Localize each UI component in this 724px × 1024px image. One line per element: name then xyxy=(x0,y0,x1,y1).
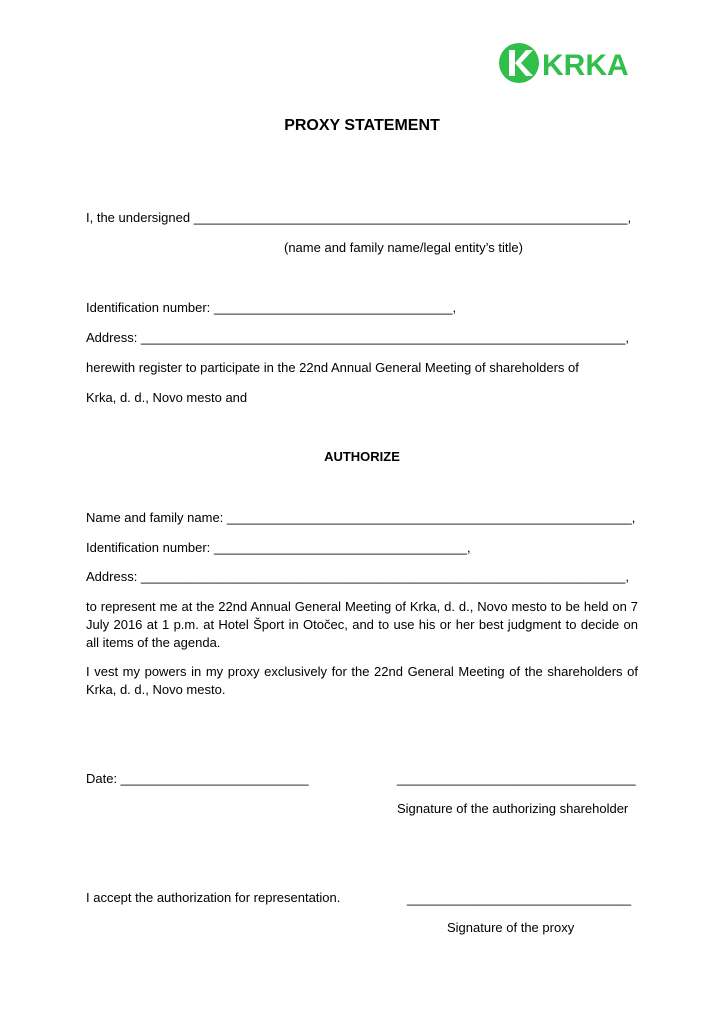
date-field: Date: __________________________ xyxy=(86,771,309,786)
proxy-address-field: Address: ___________________________________________________________________, xyxy=(86,569,629,584)
krka-logo-mark-icon xyxy=(498,42,638,84)
address-field: Address: ___________________________________________________________________, xyxy=(86,330,629,345)
identification-number-field: Identification number: _________________________________, xyxy=(86,300,457,315)
page-title: PROXY STATEMENT xyxy=(284,117,440,134)
vest-powers-paragraph: I vest my powers in my proxy exclusively for the 22nd General Meeting of the shareholders of Krka, d. d., Novo mesto. xyxy=(86,664,638,697)
proxy-identification-number-field: Identification number: ___________________________________, xyxy=(86,540,471,555)
proxy-signature-caption: Signature of the proxy xyxy=(447,920,575,935)
undersigned-field: I, the undersigned ____________________________________________________________, xyxy=(86,210,632,225)
shareholder-signature-line: _________________________________ xyxy=(397,771,636,786)
krka-logo xyxy=(498,42,638,84)
authorize-heading: AUTHORIZE xyxy=(324,449,400,464)
register-text-line-1: herewith register to participate in the 22nd Annual General Meeting of shareholders of xyxy=(86,360,579,375)
represent-paragraph: to represent me at the 22nd Annual General Meeting of Krka, d. d., Novo mesto to be held on 7 July 2016 at 1 p.m. at Hotel Šport in Otočec, and to use his or her best judgment to decide on all items of the agenda. xyxy=(86,599,638,650)
shareholder-signature-caption: Signature of the authorizing shareholder xyxy=(397,801,629,816)
proxy-name-field: Name and family name: ________________________________________________________, xyxy=(86,510,636,525)
proxy-signature-line: _______________________________ xyxy=(407,891,632,906)
register-text-line-2: Krka, d. d., Novo mesto and xyxy=(86,390,248,405)
undersigned-caption: (name and family name/legal entity’s title) xyxy=(284,240,523,255)
accept-authorization-text: I accept the authorization for representation. xyxy=(86,890,341,905)
krka-logo-text: KRKA xyxy=(542,49,629,82)
